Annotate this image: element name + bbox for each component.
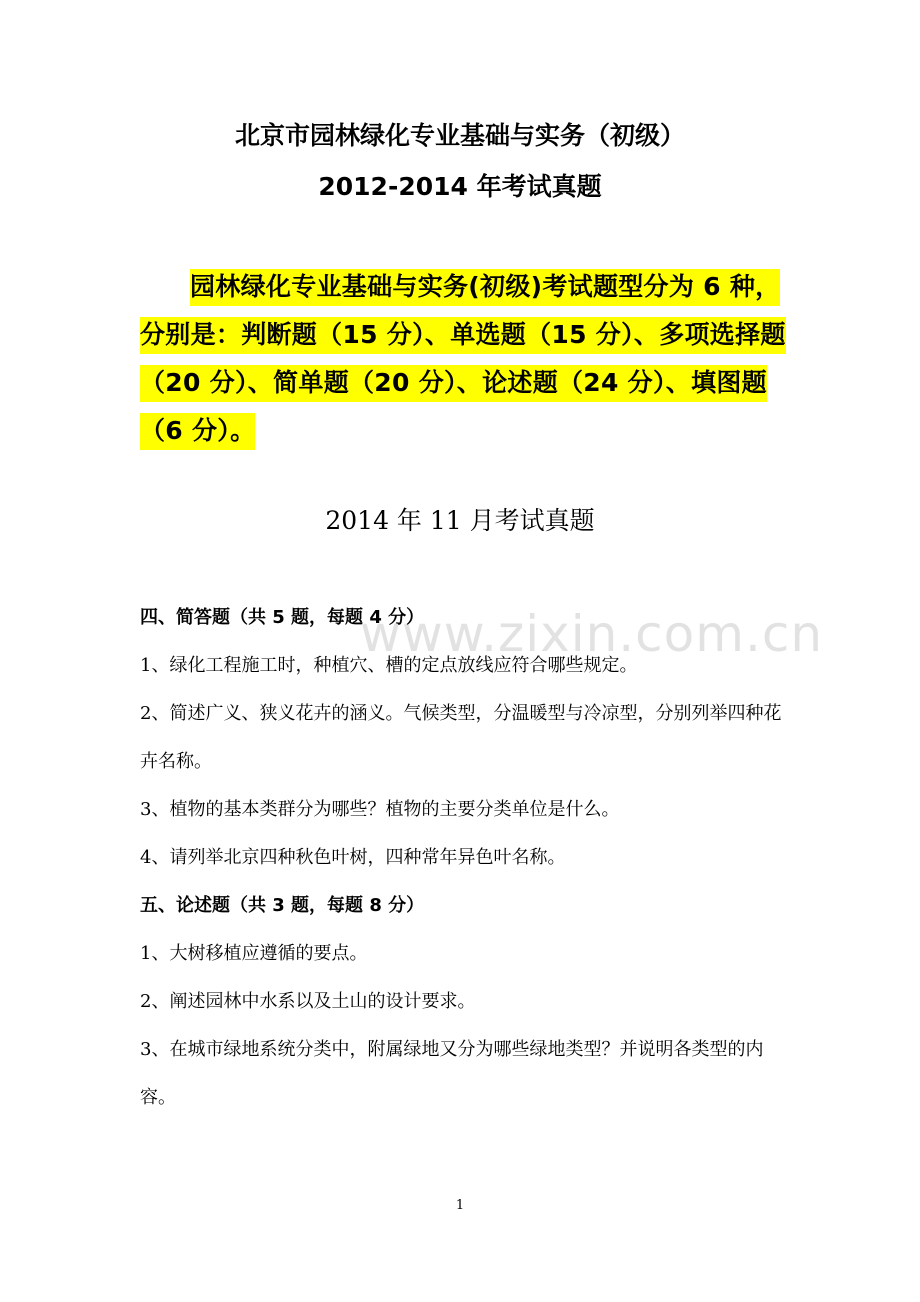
section-title: 2014 年 11 月考试真题: [325, 506, 595, 535]
part4-question-2: 2、简述广义、狭义花卉的涵义。气候类型，分温暖型与冷凉型，分别列举四种花卉名称。: [140, 703, 782, 772]
exam-format-intro: [140, 263, 790, 455]
highlighted-intro-text: 园林绿化专业基础与实务(初级)考试题型分为 6 种，分别是：判断题（15 分）、单选题（15 分）、多项选择题（20 分）、简单题（20 分）、论述题（24 分）、填图题（6 分）。: [140, 269, 786, 450]
part4-heading: 四、简答题（共 5 题，每题 4 分）: [140, 607, 425, 628]
part4-question-4: 4、请列举北京四种秋色叶树，四种常年异色叶名称。: [140, 847, 566, 868]
part5-question-2: 2、阐述园林中水系以及土山的设计要求。: [140, 991, 476, 1012]
document-subtitle: 2012-2014 年考试真题: [318, 172, 602, 201]
page-number: 1: [455, 1198, 465, 1213]
part5-question-3: 3、在城市绿地系统分类中，附属绿地又分为哪些绿地类型？并说明各类型的内容。: [140, 1039, 764, 1108]
part5-question-1: 1、大树移植应遵循的要点。: [140, 943, 368, 964]
part4-question-1: 1、绿化工程施工时，种植穴、槽的定点放线应符合哪些规定。: [140, 655, 638, 676]
part4-question-3: 3、植物的基本类群分为哪些？植物的主要分类单位是什么。: [140, 799, 620, 820]
document-title: 北京市园林绿化专业基础与实务（初级）: [234, 121, 685, 150]
part5-heading: 五、论述题（共 3 题，每题 8 分）: [140, 895, 425, 916]
watermark: www.zixin.com.cn: [360, 605, 824, 663]
